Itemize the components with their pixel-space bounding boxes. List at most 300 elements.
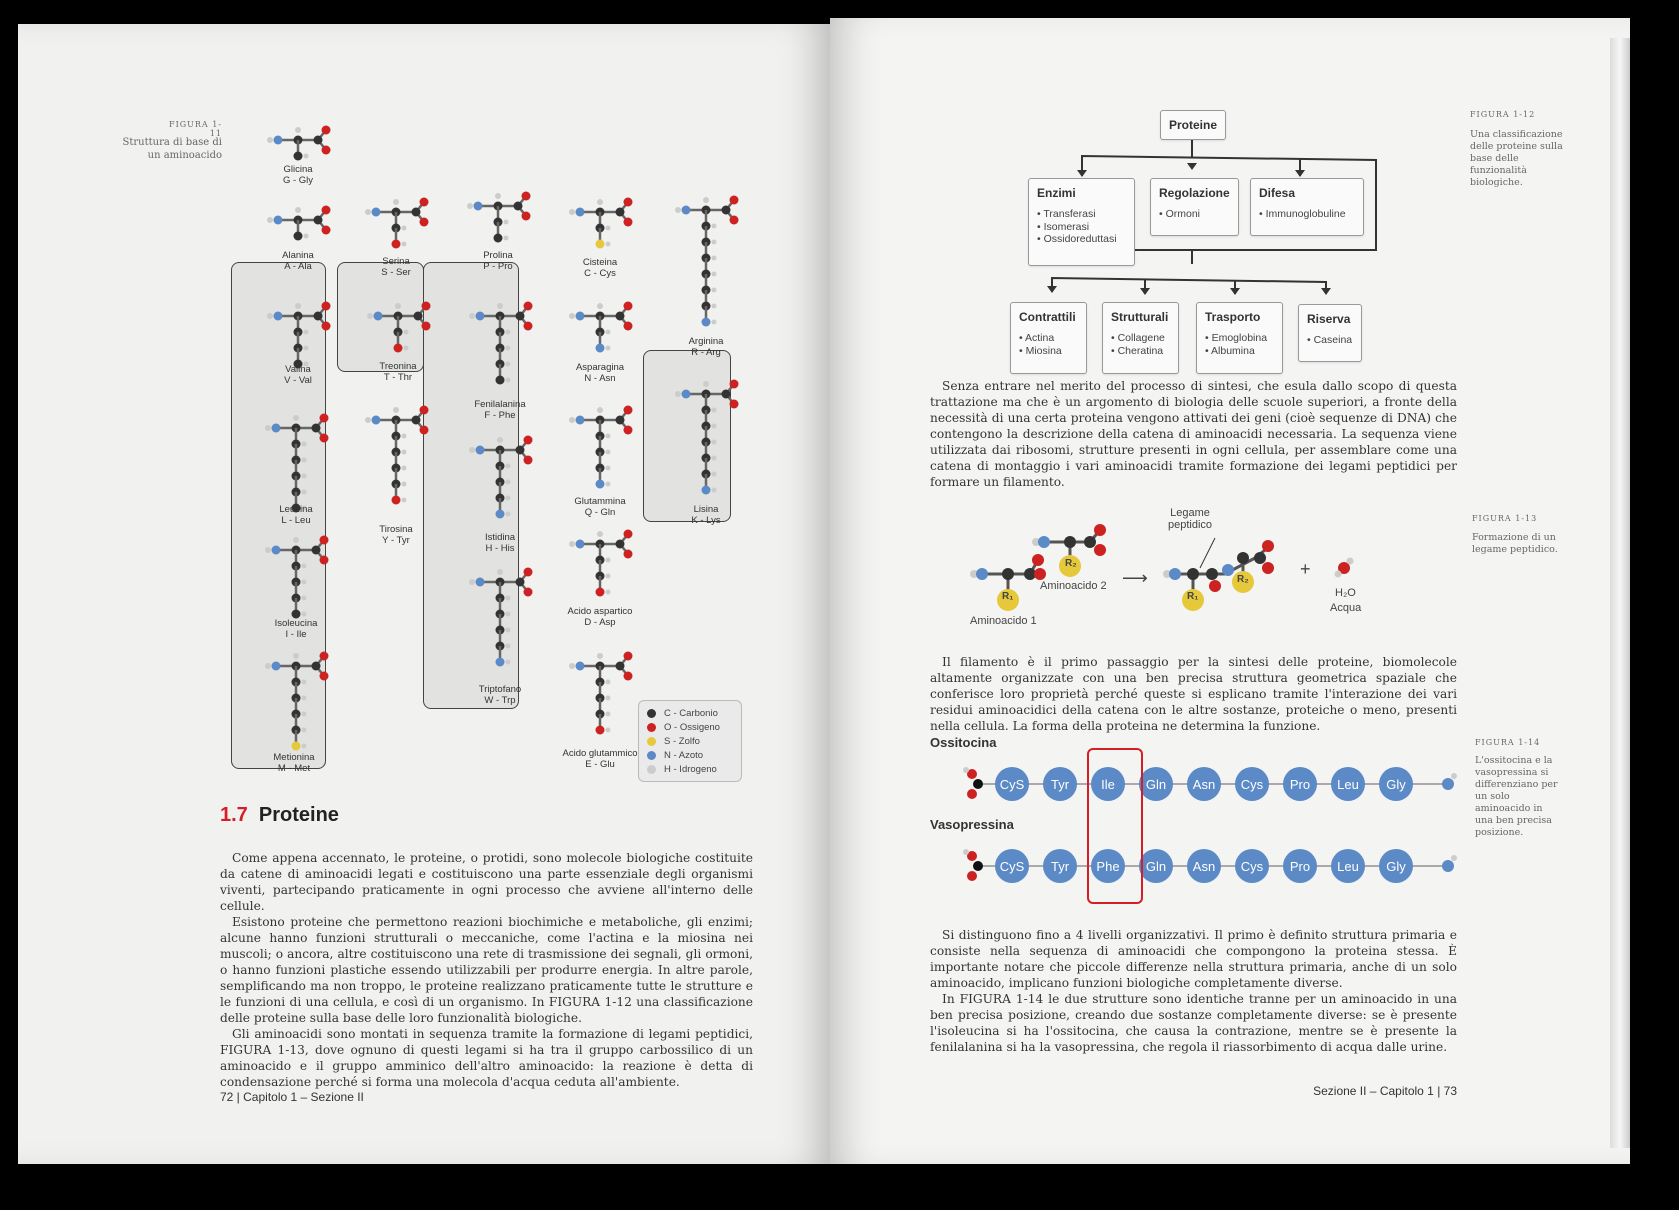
atom [606,558,611,563]
plus-sign: + [1300,559,1311,579]
figure-1-11-label: FIGURA 1-11 [169,120,222,138]
atom [506,378,511,383]
atom [522,192,531,201]
atom [712,272,717,277]
atom [624,550,633,559]
atom [606,226,611,231]
atom [393,199,399,205]
amino-acid-label: Glutammina Q - Gln [574,496,626,518]
atom [506,346,511,351]
atom [469,447,475,453]
atom [712,224,717,229]
atom [322,206,331,215]
atom [293,653,299,659]
atom [304,346,309,351]
amino-acid-label: Asparagina N - Asn [575,362,625,384]
atom [496,658,505,667]
amino-acid-label: Istidina H - His [484,532,516,554]
figure-1-13-caption: Formazione di un legame peptidico. [1472,532,1558,555]
class-title: Regolazione [1159,186,1230,200]
atom [267,217,273,223]
residue-gly: Gly [1379,849,1413,883]
class-item: • Emoglobina [1205,332,1268,344]
atom [712,488,717,493]
atom [320,652,329,661]
atom [606,680,611,685]
atom [504,236,509,241]
atom [374,312,383,321]
atom [702,486,711,495]
paragraph: In FIGURA 1-14 le due strutture sono identiche tranne per un aminoacido in una ben precisa posizione, creando due sostanze completamente diverse: se è presente l'isoleucina si ha l'ossitocina, che causa la contrazione, mentre se è presente la fenilalanina si ha la vasopressina, che regola il riassorbimento di acqua dalle urine. [930,992,1457,1054]
atom [314,312,323,321]
atom [274,312,283,321]
atom [522,212,531,221]
class-item: • Isomerasi [1037,220,1090,233]
atom [624,322,633,331]
atom [606,450,611,455]
legend-label: N - Azoto [664,749,704,761]
residue-tyr: Tyr [1043,767,1077,801]
atom [506,660,511,665]
atom [304,154,309,159]
atom [295,303,301,309]
atom [730,216,739,225]
atom [606,590,611,595]
class-box-contrattili [1010,302,1087,374]
atom [597,531,603,537]
paragraph: Gli aminoacidi sono montati in sequenza tramite la formazione di legami peptidici, FIGURA 1-13, dove ognuno di questi legami si ha tra il gruppo carbossilico di un aminoacido e il gruppo amminico dell'altro aminoacido: la reazione è detta di condensazione perché si forma una molecola d'acqua ceduta all'ambiente. [220,1027,753,1089]
right-page-footer: Sezione II – Capitolo 1 | 73 [1313,1084,1457,1098]
atom [616,540,625,549]
atom [422,302,431,311]
nitrogen-dot-icon [647,751,656,760]
atom [514,202,523,211]
right-paragraphs-3-4 [930,927,1457,1055]
amino-acid-label: Isoleucina I - Ile [274,618,318,640]
atom [320,536,329,545]
water-label: Acqua [1330,602,1362,614]
ossitocina-label: Ossitocina [930,735,997,750]
class-title: Riserva [1307,312,1351,326]
atom [304,330,309,335]
atom [597,303,603,309]
atom [272,424,281,433]
amino-acid-label: Acido glutammico E - Glu [562,748,638,770]
atom [682,390,691,399]
atom [402,226,407,231]
amino-acid-label: Alanina A - Ala [282,250,314,272]
paragraph: Come appena accennato, le proteine, o protidi, sono molecole biologiche costituite da catene di aminoacidi legati e costituiscono una parte essenziale degli organismi viventi, partecipando praticamente in ogni processo che avviene all'interno delle cellule. [220,851,753,913]
figure-1-14-caption: L'ossitocina e la vasopressina si differenziano per un solo aminoacido in una ben precisa posizione. [1475,755,1558,838]
atom [616,416,625,425]
atom [395,303,401,309]
atom [422,322,431,331]
atom [703,197,709,203]
atom [576,208,585,217]
amino-acid-label: Triptofano W - Trp [478,684,522,706]
atom [524,588,533,597]
reaction-atoms [970,524,1354,611]
atom [497,303,503,309]
atom [302,474,307,479]
r1-label: R₁ [1002,591,1014,602]
atom [712,256,717,261]
legend-row-nitrogen [647,748,733,762]
atom [597,407,603,413]
atom [576,540,585,549]
atom [606,696,611,701]
legend-label: O - Ossigeno [664,721,720,733]
product-r2-label: R₂ [1237,574,1249,585]
legend-row-hydrogen [647,762,733,776]
atom [267,313,273,319]
atom [504,220,509,225]
residue-pro: Pro [1283,849,1317,883]
atom [404,346,409,351]
atom [265,663,271,669]
atom [597,653,603,659]
atom [495,193,501,199]
atom [322,302,331,311]
atom [712,408,717,413]
atom [402,434,407,439]
atom [624,198,633,207]
atom [576,416,585,425]
class-box-regolazione [1150,178,1239,236]
atom [506,496,511,501]
right-paragraph-1 [930,378,1457,490]
atom [569,313,575,319]
atom [730,400,739,409]
legend-row-sulfur [647,734,733,748]
atom [420,406,429,415]
figure-1-12-label: FIGURA 1-12 [1470,110,1536,119]
amino-acid-label: Serina S - Ser [381,256,411,278]
atom [402,450,407,455]
atom [265,547,271,553]
legend-label: H - Idrogeno [664,763,717,775]
amino-acid-structures [18,24,830,804]
atom [569,209,575,215]
left-body-text [220,850,753,1090]
atom [469,579,475,585]
amino-acid-label: Prolina P - Pro [483,250,513,272]
atom [606,242,611,247]
atom [302,580,307,585]
figure-1-13-label: FIGURA 1-13 [1472,514,1538,523]
atom [302,728,307,733]
atom [476,578,485,587]
atom [420,198,429,207]
residue-gln: Gln [1139,767,1173,801]
atom [302,442,307,447]
atom [506,628,511,633]
atom [392,496,401,505]
atom [506,644,511,649]
atom [616,208,625,217]
atom [320,414,329,423]
class-title: Strutturali [1111,310,1169,324]
atom [320,672,329,681]
atom [524,456,533,465]
atom [516,446,525,455]
figure-1-12-caption: Una classificazione delle proteine sulla base delle funzionalità biologiche. [1470,129,1563,188]
atom [506,512,511,517]
open-book [18,18,1646,1170]
atom [506,480,511,485]
section-title: Proteine [258,804,339,826]
atom [712,240,717,245]
atom [624,426,633,435]
atom [506,596,511,601]
atom [675,391,681,397]
atom [476,446,485,455]
residue-asn: Asn [1187,849,1221,883]
class-item: • Collagene [1111,332,1165,344]
atom [295,207,301,213]
class-box-difesa [1250,178,1364,236]
atom [314,136,323,145]
atom [516,578,525,587]
atom [367,313,373,319]
paragraph: Senza entrare nel merito del processo di sintesi, che esula dallo scopo di questa trattazione ma che è un argomento di biologia delle scuole superiori, a fronte della necessità di una certa proteina vengono attivati dei geni (cioè sequenze di DNA) che contengono la descrizione della catena di aminoacidi necessaria. La sequenza viene utilizzata dai ribosomi, strutture presenti in ogni cellula, per assemblare come una catena di montaggio i vari aminoacidi tramite formazione dei legami peptidici per formare un filamento. [930,379,1457,489]
residue-asn: Asn [1187,767,1221,801]
atom [496,376,505,385]
atom [712,320,717,325]
product-r1-label: R₁ [1187,591,1199,602]
aa1-label: Aminoacido 1 [970,615,1037,627]
atom [506,612,511,617]
class-box-enzimi [1028,178,1135,266]
atom [712,288,717,293]
atom [506,362,511,367]
atom [702,318,711,327]
atom [616,662,625,671]
atom [402,242,407,247]
atom [293,537,299,543]
atom [682,206,691,215]
atom [576,312,585,321]
atom [524,436,533,445]
atom [293,415,299,421]
class-item: • Albumina [1205,344,1255,357]
atom [606,482,611,487]
residue-phe: Phe [1091,849,1125,883]
atom [302,696,307,701]
atom [606,466,611,471]
atom [569,541,575,547]
atom [730,196,739,205]
atom [596,240,605,249]
atom [496,510,505,519]
oxygen-dot-icon [647,723,656,732]
aa2-label: Aminoacido 2 [1040,580,1107,592]
atom [365,209,371,215]
atom [606,574,611,579]
legend-row-carbon [647,706,733,720]
figure-1-11-caption: Struttura di base di un aminoacido [122,137,222,161]
atom [320,556,329,565]
class-box-riserva [1298,304,1362,362]
atom [494,234,503,243]
class-item: • Miosina [1019,344,1062,357]
atom [516,312,525,321]
right-page [830,18,1630,1164]
root-title: Proteine [1168,118,1217,132]
paragraph: Esistono proteine che permettono reazioni biochimiche e metaboliche, gli enzimi; alcune hanno funzioni strutturali o meccaniche, come l'actina e la miosina nei muscoli; o ancora, altre costituiscono una rete di trasmissione dei segnali, gli ormoni, o hanno funzioni plastiche essendo utilizzabili per produrre energia. In altre parole, semplificando ma non troppo, le proteine realizzano praticamente tutte le strutture e le funzioni di una cellula, e così di un organismo. In FIGURA 1-12 una classificazione delle proteine sulla base delle loro funzionalità biologiche. [220,915,753,1025]
class-box-strutturali [1102,302,1179,374]
atom [497,437,503,443]
atom [322,226,331,235]
atom [506,464,511,469]
legend-label: C - Carbonio [664,707,718,719]
class-item: • Immunoglobuline [1259,208,1346,220]
atom [606,346,611,351]
atom [569,417,575,423]
left-page [18,24,830,1164]
atom [616,312,625,321]
amino-acid-label: Fenilalanina F - Phe [474,399,526,421]
atom [274,136,283,145]
atom [322,146,331,155]
sulfur-dot-icon [647,737,656,746]
atom [320,434,329,443]
class-item: • Actina [1019,332,1055,344]
atom [624,302,633,311]
atom [703,381,709,387]
atom [722,390,731,399]
atom [597,199,603,205]
residue-cys: Cys [1235,767,1269,801]
atom [596,344,605,353]
amino-acid-label: Arginina R - Arg [688,336,724,358]
atom [322,322,331,331]
atom [712,304,717,309]
paragraph: Il filamento è il primo passaggio per la sintesi delle proteine, biomolecole altamente organizzate con una ben precisa struttura geometrica spaziale che conferisce loro proprietà perché queste si esplicano tramite l'interazione dei vari residui aminoacidici della catena con le altre sostanze, proteiche o meno, presenti nella cellula. La forma della proteina ne determina la funzione. [930,655,1457,733]
atom [302,712,307,717]
atom [524,322,533,331]
atom [272,662,281,671]
atom [392,240,401,249]
atom [606,728,611,733]
atom [302,458,307,463]
atom [294,232,303,241]
atom [476,312,485,321]
atom [402,482,407,487]
atom [624,530,633,539]
amino-acid-label: Cisteina C - Cys [582,257,618,279]
section-number: 1.7 [220,804,248,826]
paragraph: Si distinguono fino a 4 livelli organizzativi. Il primo è definito struttura primaria e consiste nella sequenza di aminoacidi che compongono la proteina stessa. È importante notare che piccole differenze nella struttura primaria, anche di un solo aminoacido, implicano funzioni biologiche completamente diverse. [930,928,1457,990]
atom [295,127,301,133]
class-title: Contrattili [1019,310,1076,324]
atom [414,312,423,321]
atom [576,662,585,671]
atom [497,569,503,575]
atom [372,416,381,425]
figure-1-14-label: FIGURA 1-14 [1475,738,1541,747]
atom [624,218,633,227]
atom [596,480,605,489]
amino-acid-label: Acido aspartico D - Asp [567,606,633,628]
atom [312,546,321,555]
atom [712,456,717,461]
section-heading [220,804,339,827]
residue-leu: Leu [1331,767,1365,801]
left-page-footer: 72 | Capitolo 1 – Sezione II [220,1090,364,1104]
residue-gly: Gly [1379,767,1413,801]
atom [722,206,731,215]
bond-pointer-line [1200,538,1215,568]
residue-gln: Gln [1139,849,1173,883]
atom-legend [638,700,742,782]
class-item: • Caseina [1307,334,1353,346]
residue-leu: Leu [1331,849,1365,883]
atom [302,744,307,749]
residue-ile: Ile [1091,767,1125,801]
atom [675,207,681,213]
atom [402,498,407,503]
legend-label: S - Zolfo [664,735,700,747]
atom [302,680,307,685]
proteine-root-box [1160,110,1226,140]
atom [312,662,321,671]
atom [302,490,307,495]
class-title: Difesa [1259,186,1296,200]
legend-row-oxygen [647,720,733,734]
amino-acid-label: Glicina G - Gly [282,164,314,186]
atom [265,425,271,431]
atom [312,424,321,433]
atom [412,208,421,217]
atom [524,302,533,311]
atom [596,588,605,597]
class-title: Trasporto [1205,310,1261,324]
amino-acid-label: Metionina M - Met [273,752,315,774]
reaction-arrow: ⟶ [1122,568,1148,588]
residue-cys: CyS [995,767,1029,801]
atom [712,440,717,445]
amino-acid-label: Leucina L - Leu [279,504,313,526]
atom [304,234,309,239]
atom [606,330,611,335]
atom [272,546,281,555]
amino-acid-label: Lisina K - Lys [691,504,721,526]
amino-acid-label: Valina V - Val [284,364,312,386]
atom [402,466,407,471]
atom [524,568,533,577]
class-item: • Ormoni [1159,208,1201,220]
atom [624,652,633,661]
residue-cys: CyS [995,849,1029,883]
class-item: • Cheratina [1111,344,1164,357]
atom [569,663,575,669]
r2-label: R₂ [1065,558,1077,569]
atom [404,330,409,335]
atom [322,126,331,135]
hydrogen-dot-icon [647,765,656,774]
right-paragraph-2 [930,654,1457,734]
atom [469,313,475,319]
atom [596,726,605,735]
class-item: • Ossidoreduttasi [1037,233,1117,245]
atom [302,612,307,617]
atom [420,426,429,435]
atom [274,216,283,225]
vasopressina-label: Vasopressina [930,817,1014,832]
amino-acid-label: Treonina T - Thr [379,361,417,383]
atom [302,564,307,569]
